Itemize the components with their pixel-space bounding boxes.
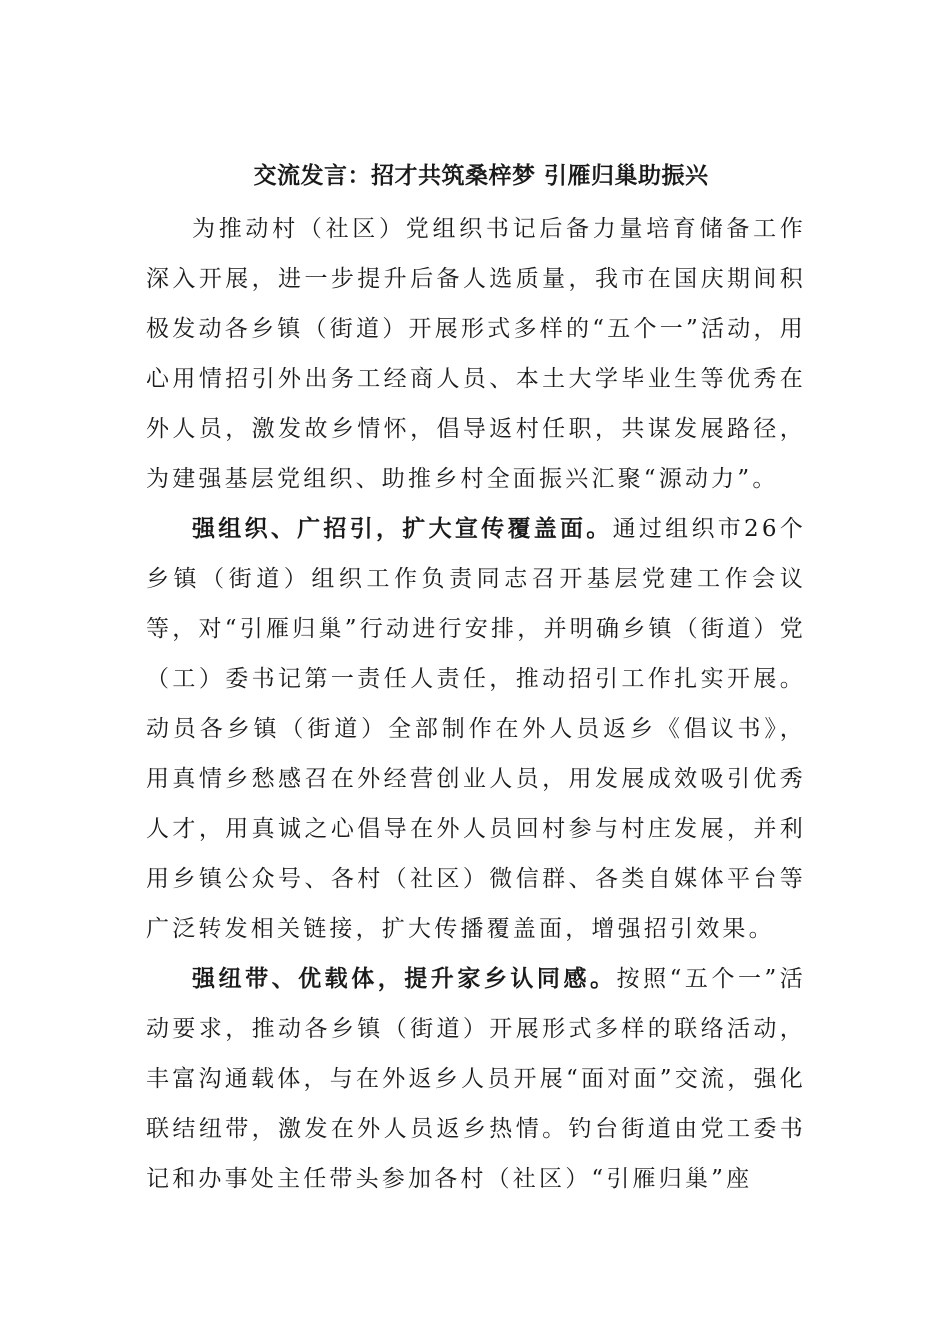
paragraph-organization [146, 504, 806, 954]
document-page [146, 148, 806, 1204]
paragraph-intro-text: 为推动村（社区）党组织书记后备力量培育储备工作深入开展，进一步提升后备人选质量，我市在国庆期间积极发动各乡镇（街道）开展形式多样的“五个一”活动，用心用情招引外出务工经商人员、本土大学毕业生等优秀在外人员，激发故乡情怀，倡导返村任职，共谋发展路径，为建强基层党组织、助推乡村全面振兴汇聚“源动力”。 [146, 216, 806, 492]
paragraph-intro [146, 204, 806, 504]
document-title: 交流发言：招才共筑桑梓梦 引雁归巢助振兴 [253, 162, 709, 189]
paragraph-organization-text: 通过组织市26个乡镇（街道）组织工作负责同志召开基层党建工作会议等，对“引雁归巢”行动进行安排，并明确乡镇（街道）党（工）委书记第一责任人责任，推动招引工作扎实开展。动员各乡镇（街道）全部制作在外人员返乡《倡议书》，用真情乡愁感召在外经营创业人员，用发展成效吸引优秀人才，用真诚之心倡导在外人员回村参与村庄发展，并利用乡镇公众号、各村（社区）微信群、各类自媒体平台等广泛转发相关链接，扩大传播覆盖面，增强招引效果。 [146, 516, 807, 942]
paragraph-organization-heading: 强组织、广招引，扩大宣传覆盖面。 [192, 515, 613, 542]
paragraph-bond-heading: 强纽带、优载体，提升家乡认同感。 [192, 965, 617, 992]
paragraph-bond-text: 按照“五个一”活动要求，推动各乡镇（街道）开展形式多样的联络活动，丰富沟通载体，与在外返乡人员开展“面对面”交流，强化联结纽带，激发在外人员返乡热情。钓台街道由党工委书记和办事处主任带头参加各村（社区）“引雁归巢”座 [146, 966, 806, 1192]
paragraph-bond [146, 954, 806, 1204]
